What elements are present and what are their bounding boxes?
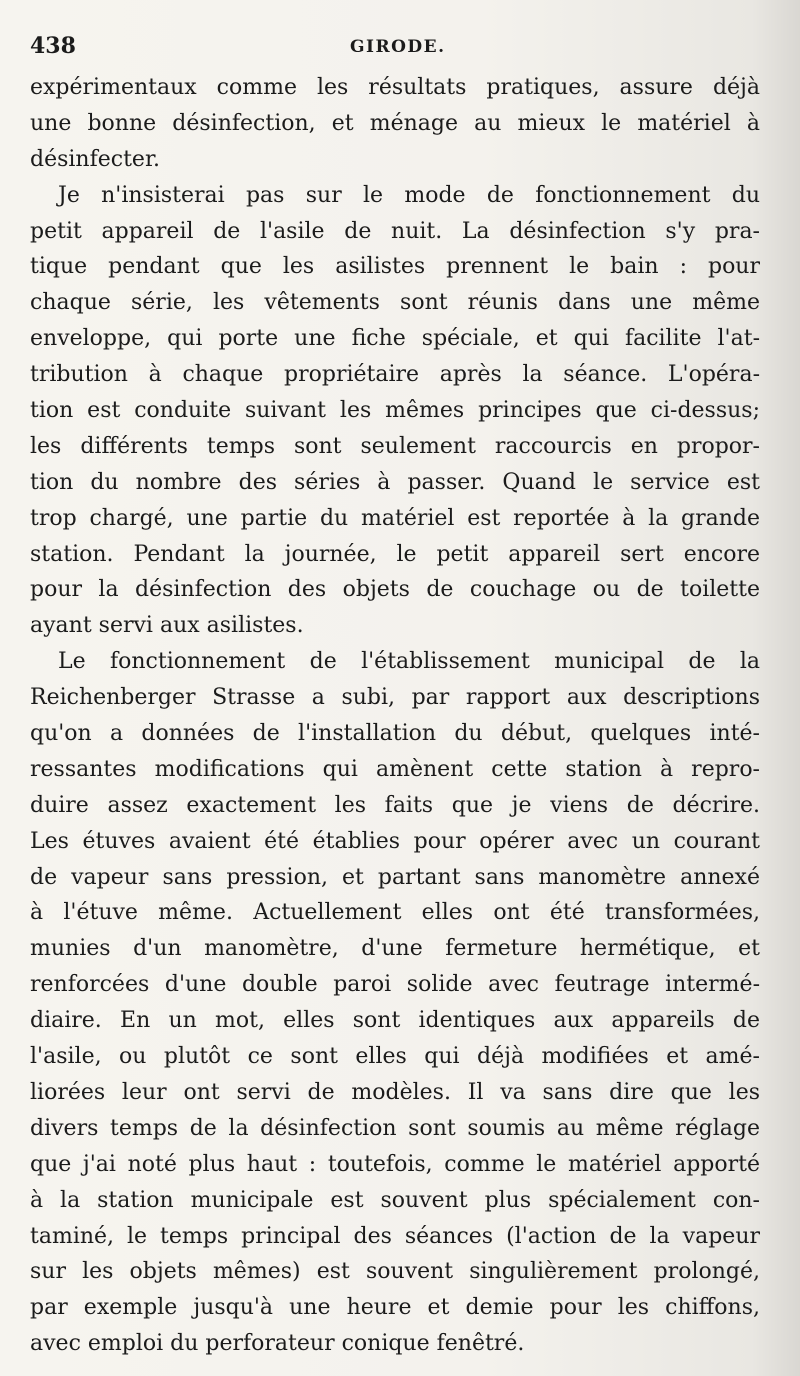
text-line: liorées leur ont servi de modèles. Il va sans dire que les [30,1079,760,1105]
text-line: les différents temps sont seulement raccourcis en propor- [30,433,760,459]
text-line: petit appareil de l'asile de nuit. La désinfection s'y pra- [30,218,760,244]
text-line: duire assez exactement les faits que je viens de décrire. [30,792,760,818]
text-line: sur les objets mêmes) est souvent singulièrement prolongé, [30,1259,760,1285]
text-line: de vapeur sans pression, et partant sans manomètre annexé [30,864,760,890]
text-line: pour la désinfection des objets de couchage ou de toilette [30,577,760,603]
text-line: expérimentaux comme les résultats pratiques, assure déjà [30,75,760,100]
text-line: diaire. En un mot, elles sont identiques aux appareils de [30,1008,760,1034]
running-head: GIRODE. [350,37,446,57]
text-line: Les étuves avaient été établies pour opérer avec un courant [30,828,760,854]
text-line: renforcées d'une double paroi solide avec feutrage intermé- [30,972,760,998]
text-line: trop chargé, une partie du matériel est reportée à la grande [30,505,760,531]
text-line: tion est conduite suivant les mêmes principes que ci-dessus; [30,398,760,424]
text-line: désinfecter. [30,146,161,172]
body-text [30,70,760,1362]
text-line: à la station municipale est souvent plus spécialement con- [30,1187,760,1213]
text-line: à l'étuve même. Actuellement elles ont été transformées, [30,900,760,926]
text-line: munies d'un manomètre, d'une fermeture hermétique, et [30,936,760,962]
text-line: taminé, le temps principal des séances (l'action de la vapeur [30,1223,760,1249]
text-line: tion du nombre des séries à passer. Quand le service est [30,469,760,495]
text-line: l'asile, ou plutôt ce sont elles qui déjà modifiées et amé- [30,1044,760,1070]
text-line: station. Pendant la journée, le petit appareil sert encore [30,541,760,567]
text-line: ressantes modifications qui amènent cette station à repro- [30,756,760,782]
text-line: avec emploi du perforateur conique fenêtré. [30,1331,525,1357]
text-line: Reichenberger Strasse a subi, par rapport aux descriptions [30,685,760,711]
text-line: chaque série, les vêtements sont réunis dans une même [30,290,760,316]
text-line: qu'on a données de l'installation du début, quelques inté- [30,721,760,747]
text-line: divers temps de la désinfection sont soumis au même réglage [30,1115,760,1141]
text-line: tribution à chaque propriétaire après la séance. L'opéra- [30,362,760,388]
text-line: une bonne désinfection, et ménage au mieux le matériel à [30,110,760,136]
text-line: que j'ai noté plus haut : toutefois, comme le matériel apporté [30,1151,760,1177]
text-line: Je n'insisterai pas sur le mode de fonctionnement du [58,182,760,208]
page-header [30,33,770,59]
text-line: par exemple jusqu'à une heure et demie pour les chiffons, [30,1295,760,1321]
text-line: ayant servi aux asilistes. [30,613,304,639]
text-line: tique pendant que les asilistes prennent le bain : pour [30,254,760,280]
page-number: 438 [30,33,76,59]
text-line: Le fonctionnement de l'établissement municipal de la [58,649,760,675]
text-line: enveloppe, qui porte une fiche spéciale, et qui facilite l'at- [30,326,760,352]
